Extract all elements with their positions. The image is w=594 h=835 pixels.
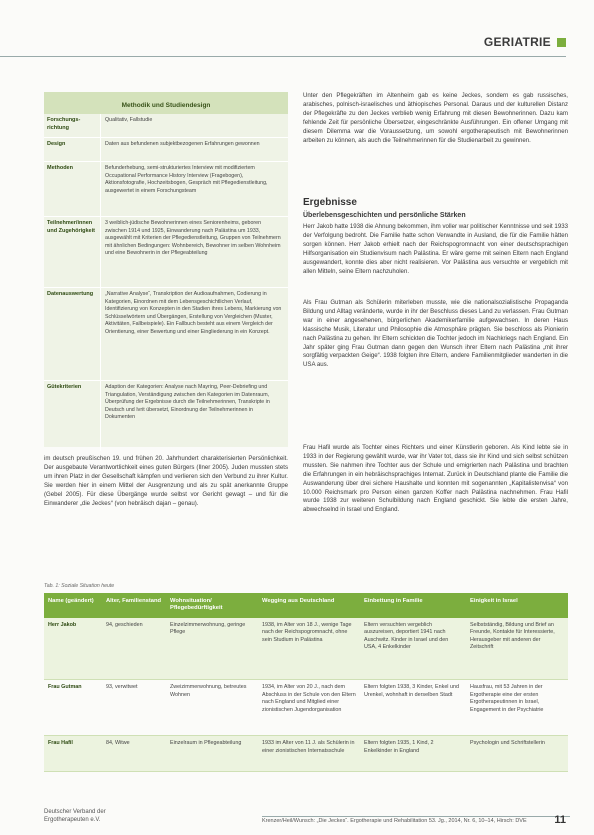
table-row [44, 618, 568, 680]
methods-value: 3 weiblich-jüdische Bewohnerinnen eines Seniorenheims, geboren zwischen 1914 und 1925, Einwanderung nach Palästina um 1933, ausgewählt mit Kriterien der Pflegedienstleitung, Gruppen von Teilnehmern mit ähnlichen Bedingungen: Wohnbereich, Bewohner im selben Wohnheim und eine Bewohnerin in der Pflegeabteilung [100, 217, 288, 287]
table-cell: Frau Hafil [44, 736, 102, 772]
table-cell: 1933 im Alter von 11 J. als Schülerin in einer zionistischen Internatsschule [258, 736, 360, 772]
table-header-cell: Wohnsituation/ Pflegebedürftigkeit [166, 593, 258, 618]
header-rule [0, 56, 566, 57]
footer-rule [262, 816, 570, 817]
section-header [484, 35, 566, 49]
table-cell: Herr Jakob [44, 618, 102, 680]
results-heading: Ergebnisse [303, 197, 357, 208]
methods-value: Adaption der Kategorien: Analyse nach Mayring, Peer-Debriefing und Triangulation, Verständigung zwischen den Kategorien im Datenraum, Überprüfung der Ergebnisse durch die Teilnehmerinnen, Transkripte in Deutsch und Ivrit übersetzt, Einordnung der Teilnehmerinnen in Dokumenten [100, 381, 288, 451]
footer-org-line: Ergotherapeuten e.V. [44, 817, 101, 823]
table-header-cell: Einbettung in Familie [360, 593, 466, 618]
table-cell: Psychologin und Schriftstellerin [466, 736, 568, 772]
table-cell: Einzelraum in Pflegeabteilung [166, 736, 258, 772]
methods-row [44, 162, 288, 217]
methods-box-title: Methodik und Studiendesign [44, 92, 288, 114]
methods-row [44, 114, 288, 138]
methods-value: „Narrative Analyse“, Transkription der Audioaufnahmen, Codierung in Kategorien, Einordnen mit dem Lebensgeschichtlichen Verlauf, Identifizierung von Konzepten in den Stadien ihres Lebens, Markierung von Schlüsselwörtern und Übergängen, Erstellung von Vergleichen (Muster, Aktivitäten, Fallbeispiele). Ein Fallbuch besteht aus einem Vergleich der Orientierung, einer Bewertung und einer Eingliederung in ein Konzept. [100, 288, 288, 380]
methods-key: Datenauswertung [47, 291, 94, 297]
table-cell: Frau Gutman [44, 680, 102, 736]
footer-org-line: Deutscher Verband der [44, 809, 106, 815]
table-cell: 1934, im Alter von 20 J., nach dem Abschluss in der Schule von den Eltern nach England und Mitglied einer zionistischen Jugendorganisation [258, 680, 360, 736]
footer-organization [44, 808, 106, 824]
table-cell: 84, Witwe [102, 736, 166, 772]
methods-key: Design [47, 141, 66, 147]
methods-box [44, 92, 288, 447]
methods-key: Forschungs-richtung [47, 117, 81, 131]
results-subheading: Überlebensgeschichten und persönliche Stärken [303, 212, 466, 219]
social-situation-table [44, 593, 568, 772]
table-cell: Zweizimmerwohnung, betreutes Wohnen [166, 680, 258, 736]
results-paragraph-2: Als Frau Gutman als Schülerin miterleben musste, wie die nationalsozialistische Propaganda Bildung und Alltag veränderte, wurde in ihr der Beschluss dieses Land zu verlassen. Frau Gutman war in einer angesehenen, bürgerlichen Akademikerfamilie aufgewachsen. In deren Haus klassische Musik, Literatur und Philosophie die Atmosphäre prägten. Sie beschloss als Pionierin nach Palästina zu gehen. Ihr Eltern schickten die Tochter jedoch im Nachkriegs nach England. Ein Jahr später ging Frau Gutman dann gegen den Wunsch ihrer Eltern nach Palästina „mit ihrer sorgfältig verpackten Geige“. 1938 folgten ihre Eltern, andere Familienmitglieder wanderten in die USA aus. [303, 299, 568, 369]
table-cell: Hausfrau, mit 53 Jahren in der Ergotherapie eine der ersten Ergotherapeutinnen in Israel, Engagement in der Psychiatrie [466, 680, 568, 736]
methods-row [44, 288, 288, 381]
table-cell: Eltern folgten 1938, 3 Kinder, Enkel und Urenkel, wohnhaft in derselben Stadt [360, 680, 466, 736]
methods-row [44, 381, 288, 451]
footer-citation: Krenzer/Heil/Wunsch: „Die Jeckes“. Ergotherapie und Rehabilitation 53. Jg., 2014, Nr. 6, 10–14, Hirsch: DVE [262, 818, 527, 824]
table-cell: 94, geschieden [102, 618, 166, 680]
left-column-text: im deutsch preußischen 19. und frühen 20. Jahrhundert charakterisierten Persönlichkeit. Der ausgebaute Verantwortlichkeit eines guten Bürgers (Ilner 2005). Juden mussten stets um ihren Platz in der Gesellschaft kämpfen und verlieren sich den Verbund zu ihrer Kultur. Sie werden hier in einem Mittel der Ausgrenzung und als zu spät anerkannte Gruppe (Gebel 2005). Für diese Übergänge wurde selbst vor Gericht gewagt – und für die Einwanderer „die Jeckes“ (von hebräisch dajan – genau). [44, 455, 288, 507]
table-cell: Einzelzimmerwohnung, geringe Pflege [166, 618, 258, 680]
methods-key: Teilnehmer/innen und Zugehörigkeit [47, 220, 95, 234]
table-cell: 93, verwitwet [102, 680, 166, 736]
table-header-row [44, 593, 568, 618]
right-column-intro: Unter den Pflegekräften im Altenheim gab es keine Jeckes, sondern es gab russisches, arabisches, polnisch-israelisches und äthiopisches Personal. Daraus und der kulturellen Distanz der Pflegekräfte zu den Jeckes verblieb wenig Erfahrung mit diesen Bewohnerinnen. Dazu kam fehlende Zeit für persönliche Übersetzer, eingeschränkte Ausführungen. Ein offener Umgang mit diesem Dilemma war die Voraussetzung, um sowohl ergotherapeutisch mit Bewohnerinnen arbeiten zu können, als auch die Teilnehmerinnen für die Studienarbeit zu gewinnen. [303, 92, 568, 144]
table-caption: Tab. 1: Soziale Situation heute [44, 583, 115, 589]
table-header-cell: Alter, Familienstand [102, 593, 166, 618]
section-title: GERIATRIE [483, 35, 551, 49]
green-square-icon [557, 38, 566, 47]
methods-value: Qualitativ, Fallstudie [100, 114, 288, 137]
page-number: 11 [554, 814, 566, 826]
table-cell: 1938, im Alter von 18 J., wenige Tage nach der Reichspogromnacht, ohne sein Studium in Palästina [258, 618, 360, 680]
table-row [44, 680, 568, 736]
methods-value: Befunderhebung, semi-strukturiertes Interview mit modifiziertem Occupational Performance History Interview (Fragebogen), Aktionsfotografie, Hochzeitsbogen, Gespräch mit Pflegedienstleitung, ausgewertet in einem Forschungsteam [100, 162, 288, 216]
methods-row [44, 217, 288, 288]
table-cell: Eltern versuchten vergeblich auszureisen, deportiert 1941 nach Auschwitz. Kinder in Israel und den USA, 4 Enkelkinder [360, 618, 466, 680]
table-cell: Selbstständig, Bildung und Brief an Freunde, Kontakte für Interessierte, Herausgeber mit anderen der Zeitschrift [466, 618, 568, 680]
methods-key: Methoden [47, 165, 73, 171]
methods-rows [44, 114, 288, 451]
table-cell: Eltern folgten 1935, 1 Kind, 2 Enkelkinder in England [360, 736, 466, 772]
table-row [44, 736, 568, 772]
methods-key: Gütekriterien [47, 384, 82, 390]
results-paragraph-3: Frau Hafil wurde als Tochter eines Richters und einer Künstlerin geboren. Als Kind lebte sie in 1933 in der Regierung gewählt wurde, war ihr Vater tot, dass sie ihr Kind und sich selbst schützen mussten. Sie nahmen ihre Tochter aus der Schule und emigrierten nach Palästina und brachten die Erfahrungen in ein hebräischsprachiges Internat. Zurück in Deutschland plante die Familie die Auswanderung über drei sichere Haushalte und konnten mit sogenannten „Kapitalistenvisa“ von 10.000 Reichsmark pro Person einen ganzen Koffer nach Palästina nachnehmen. Frau Hafil wurde 1938 zur weiteren Schulbildung nach England geschickt. Sie lebte die ersten Jahre, abwechselnd in Israel und England. [303, 444, 568, 514]
methods-row [44, 138, 288, 162]
methods-value: Daten aus befundenen subjektbezogenen Erfahrungen gewonnen [100, 138, 288, 161]
table-header-cell: Name (geändert) [44, 593, 102, 618]
table-header-cell: Einigkeit in Israel [466, 593, 568, 618]
results-paragraph-1: Herr Jakob hatte 1938 die Ahnung bekommen, ihm voller war politischer Kenntnisse und seit 1933 der Verfolgung bedroht. Die Familie hatte schon Verwandte in Ausland, die für die Familie hätten sorgen können. Herr Jakob erhielt nach der Reichspogromnacht von einer deutschsprachigen Hilfsorganisation ein Studienvisum nach Palästina. Er wäre gerne mit seinen Eltern nach England ausgewandert, konnte dies aber nicht realisieren. Vor Palästina aus versuchte er vergeblich mit allen Mitteln, seine Eltern nachzuholen. [303, 223, 568, 275]
table-header-cell: Wegging aus Deutschland [258, 593, 360, 618]
